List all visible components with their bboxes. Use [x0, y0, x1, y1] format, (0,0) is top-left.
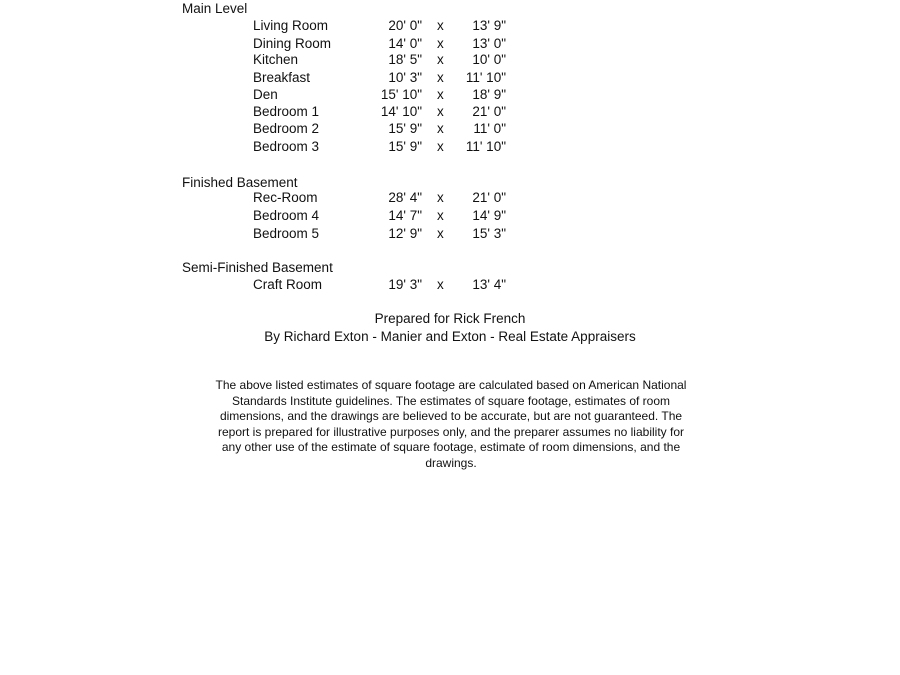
room-name: Craft Room	[253, 277, 323, 292]
room-width: 13' 4"	[472, 277, 506, 292]
room-row	[182, 18, 522, 35]
room-row	[182, 36, 522, 53]
room-row	[182, 277, 522, 294]
room-width: 21' 0"	[472, 104, 506, 119]
room-length: 18' 5"	[388, 52, 422, 67]
dimension-separator: x	[437, 70, 444, 85]
room-width: 11' 0"	[473, 121, 506, 136]
room-name: Bedroom 2	[253, 121, 320, 136]
room-row	[182, 190, 522, 207]
disclaimer-line: Standards Institute guidelines. The estimates of square footage, estimates of room	[231, 393, 671, 408]
room-name: Dining Room	[253, 36, 332, 51]
dimension-separator: x	[437, 18, 444, 33]
room-row	[182, 208, 522, 225]
room-length: 19' 3"	[388, 277, 422, 292]
dimension-separator: x	[437, 104, 444, 119]
room-width: 18' 9"	[472, 87, 506, 102]
room-length: 15' 9"	[388, 121, 422, 136]
room-width: 11' 10"	[465, 70, 506, 85]
dimension-separator: x	[437, 121, 444, 136]
room-row	[182, 70, 522, 87]
room-length: 14' 7"	[388, 208, 422, 223]
room-name: Living Room	[253, 18, 329, 33]
room-width: 14' 9"	[472, 208, 506, 223]
room-length: 12' 9"	[388, 226, 422, 241]
dimension-separator: x	[437, 87, 444, 102]
room-length: 15' 9"	[388, 139, 422, 154]
room-length: 20' 0"	[388, 18, 422, 33]
room-name: Rec-Room	[253, 190, 318, 205]
section-title: Finished Basement	[182, 175, 298, 190]
section-title: Main Level	[182, 1, 248, 16]
disclaimer-line: any other use of the estimate of square footage, estimate of room dimensions, and the	[221, 440, 681, 454]
room-name: Bedroom 5	[253, 226, 320, 241]
disclaimer-line: The above listed estimates of square footage are calculated based on American National	[215, 378, 687, 392]
room-width: 13' 9"	[472, 18, 506, 33]
room-width: 15' 3"	[472, 226, 506, 241]
room-length: 10' 3"	[388, 70, 422, 85]
room-row	[182, 139, 522, 156]
room-name: Breakfast	[253, 70, 311, 85]
dimension-separator: x	[437, 36, 444, 51]
room-row	[182, 52, 522, 69]
room-row	[182, 226, 522, 243]
room-length: 14' 0"	[388, 36, 422, 51]
section-title: Semi-Finished Basement	[182, 260, 333, 275]
dimension-separator: x	[437, 190, 444, 205]
prepared-for: Prepared for Rick French	[374, 311, 526, 326]
room-width: 21' 0"	[472, 190, 506, 205]
dimension-separator: x	[437, 277, 444, 292]
room-row	[182, 87, 522, 104]
room-length: 28' 4"	[388, 190, 422, 205]
room-name: Bedroom 1	[253, 104, 320, 119]
disclaimer-line: report is prepared for illustrative purposes only, and the preparer assumes no liability for	[217, 424, 684, 439]
dimension-separator: x	[437, 226, 444, 241]
room-name: Bedroom 3	[253, 139, 320, 154]
room-length: 14' 10"	[380, 104, 422, 119]
room-length: 15' 10"	[380, 87, 422, 102]
room-name: Kitchen	[253, 52, 299, 67]
room-row	[182, 104, 522, 121]
room-width: 13' 0"	[472, 36, 506, 51]
room-width: 10' 0"	[472, 52, 506, 67]
room-name: Den	[253, 87, 278, 102]
dimension-separator: x	[437, 139, 444, 154]
dimension-separator: x	[437, 208, 444, 223]
dimension-separator: x	[437, 52, 444, 67]
room-row	[182, 121, 522, 138]
disclaimer-line: drawings.	[425, 455, 477, 470]
room-width: 11' 10"	[465, 139, 506, 154]
disclaimer	[186, 378, 716, 471]
room-name: Bedroom 4	[253, 208, 320, 223]
prepared-by: By Richard Exton - Manier and Exton - Real Estate Appraisers	[264, 329, 636, 344]
disclaimer-line: dimensions, and the drawings are believed to be accurate, but are not guaranteed. The	[219, 409, 683, 423]
